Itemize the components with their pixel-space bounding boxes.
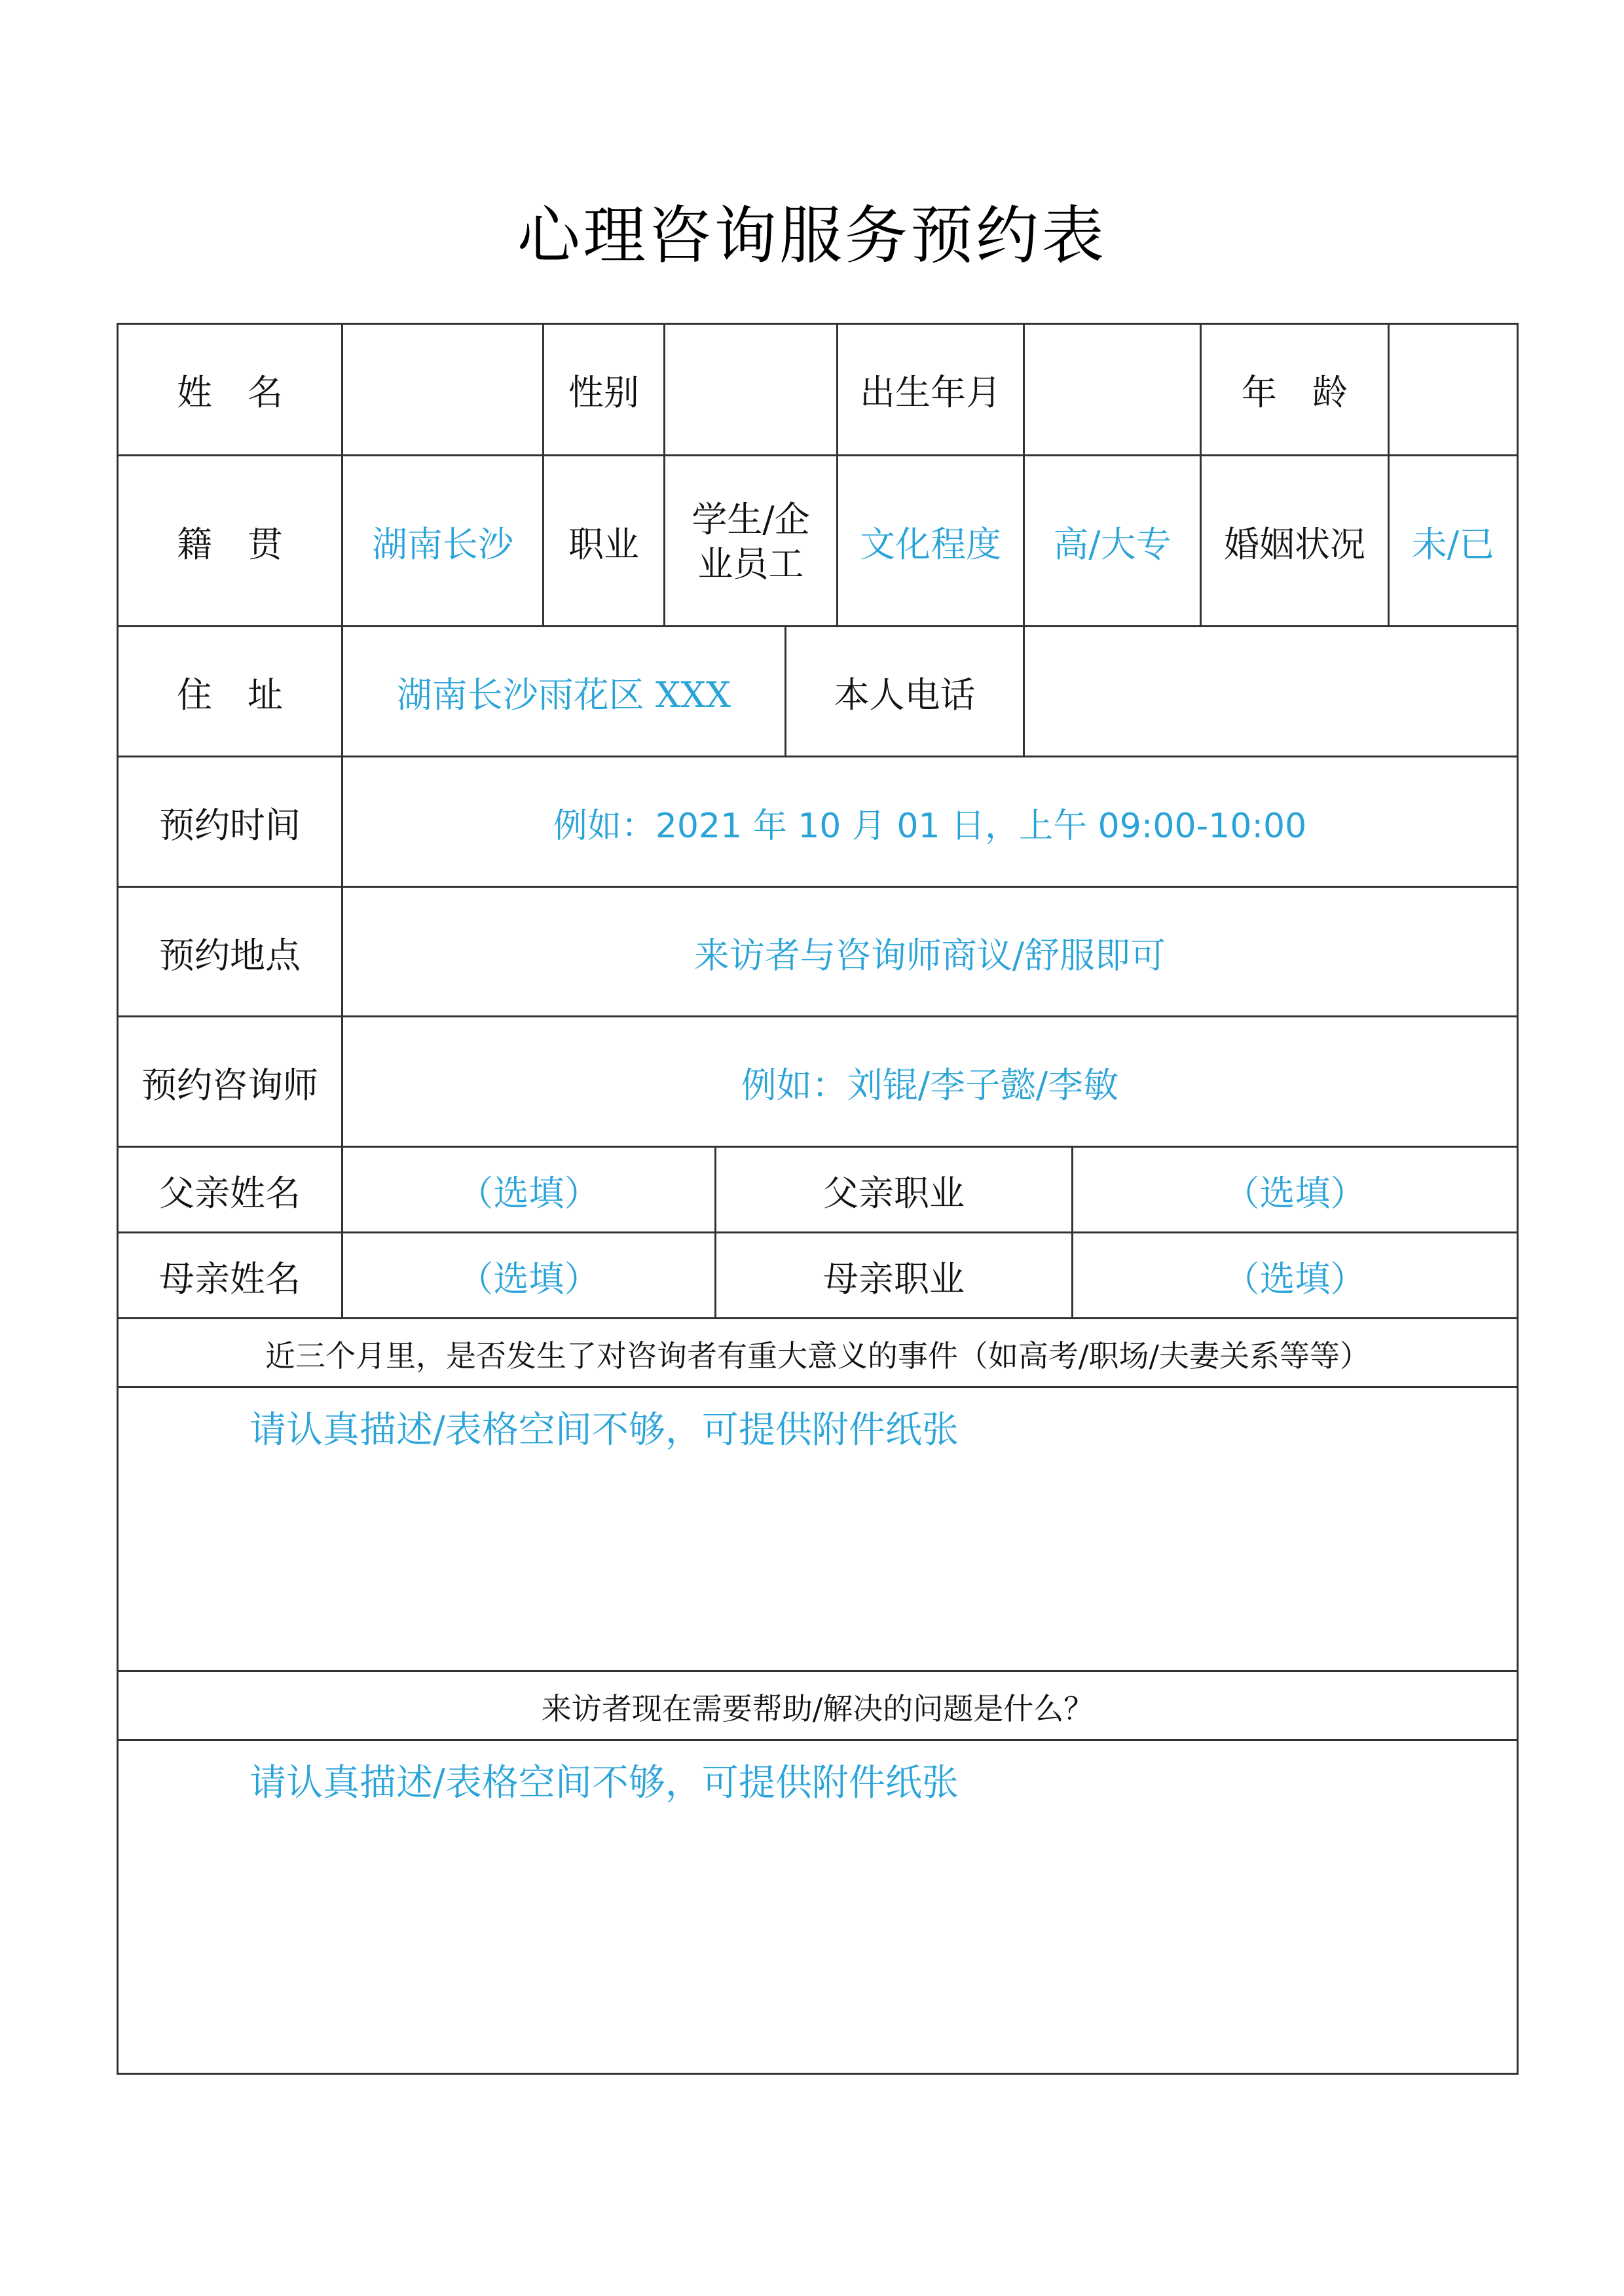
contact-row (119, 625, 1517, 757)
mother-name-label: 母亲姓名 (159, 1258, 301, 1300)
background-row (119, 454, 1517, 627)
question1-prompt-row (119, 1317, 1517, 1388)
appointment-place-field[interactable]: 来访者与咨询师商议/舒服即可 (341, 888, 1517, 1017)
appointment-form (117, 323, 1519, 2075)
father-job-label: 父亲职业 (714, 1148, 1071, 1233)
question1-prompt: 近三个月里，是否发生了对咨询者有重大意义的事件（如高考/职场/夫妻关系等等） (265, 1338, 1370, 1374)
job-label: 职业 (542, 456, 663, 627)
basic-info-row (119, 325, 1517, 454)
appointment-time-label: 预约时间 (159, 805, 301, 846)
form-title: 心理咨询服务预约表 (517, 199, 1107, 272)
native-label: 籍 贯 (177, 524, 283, 565)
question1-answer-hint: 请认真描述/表格空间不够，可提供附件纸张 (249, 1409, 959, 1451)
appointment-counselor-row (119, 1015, 1517, 1148)
question2-answer-area[interactable] (119, 1739, 1517, 2075)
mother-row (119, 1231, 1517, 1319)
father-job-field[interactable]: （选填） (1071, 1148, 1517, 1233)
question2-answer-hint: 请认真描述/表格空间不够，可提供附件纸张 (249, 1762, 959, 1804)
question2-prompt: 来访者现在需要帮助/解决的问题是什么？ (541, 1690, 1094, 1726)
father-name-label: 父亲姓名 (159, 1173, 301, 1214)
job-value-line1: 学生/企 (692, 498, 810, 540)
appointment-time-row (119, 756, 1517, 888)
marital-label: 婚姻状况 (1200, 456, 1388, 627)
marital-field[interactable]: 未/已 (1388, 456, 1517, 627)
appointment-counselor-label: 预约咨询师 (141, 1065, 318, 1106)
mother-job-field[interactable]: （选填） (1071, 1233, 1517, 1319)
mother-name-field[interactable]: （选填） (341, 1233, 714, 1319)
appointment-counselor-field[interactable]: 例如：刘锟/李子懿/李敏 (341, 1017, 1517, 1148)
father-name-field[interactable]: （选填） (341, 1148, 714, 1233)
address-field[interactable]: 湖南长沙雨花区 XXX (341, 627, 784, 757)
question2-prompt-row (119, 1670, 1517, 1741)
appointment-place-row (119, 886, 1517, 1017)
age-label: 年 龄 (1200, 325, 1388, 454)
appointment-place-label: 预约地点 (159, 934, 301, 976)
education-label: 文化程度 (836, 456, 1023, 627)
job-field[interactable] (663, 456, 836, 627)
birth-field[interactable] (1023, 325, 1200, 454)
age-field[interactable] (1388, 325, 1517, 454)
appointment-time-field[interactable]: 例如：2021 年 10 月 01 日，上午 09:00-10:00 (341, 757, 1517, 888)
gender-label: 性别 (542, 325, 663, 454)
birth-label: 出生年月 (836, 325, 1023, 454)
name-label: 姓 名 (177, 371, 283, 413)
phone-label: 本人电话 (784, 627, 1023, 757)
gender-field[interactable] (663, 325, 836, 454)
education-field[interactable]: 高/大专 (1023, 456, 1200, 627)
native-field[interactable]: 湖南长沙 (341, 456, 542, 627)
question1-answer-area[interactable] (119, 1386, 1517, 1672)
mother-job-label: 母亲职业 (714, 1233, 1071, 1319)
phone-field[interactable] (1023, 627, 1517, 757)
name-field[interactable] (341, 325, 542, 454)
father-row (119, 1146, 1517, 1233)
job-value-line2: 业员工 (697, 543, 804, 585)
address-label: 住 址 (177, 674, 283, 716)
